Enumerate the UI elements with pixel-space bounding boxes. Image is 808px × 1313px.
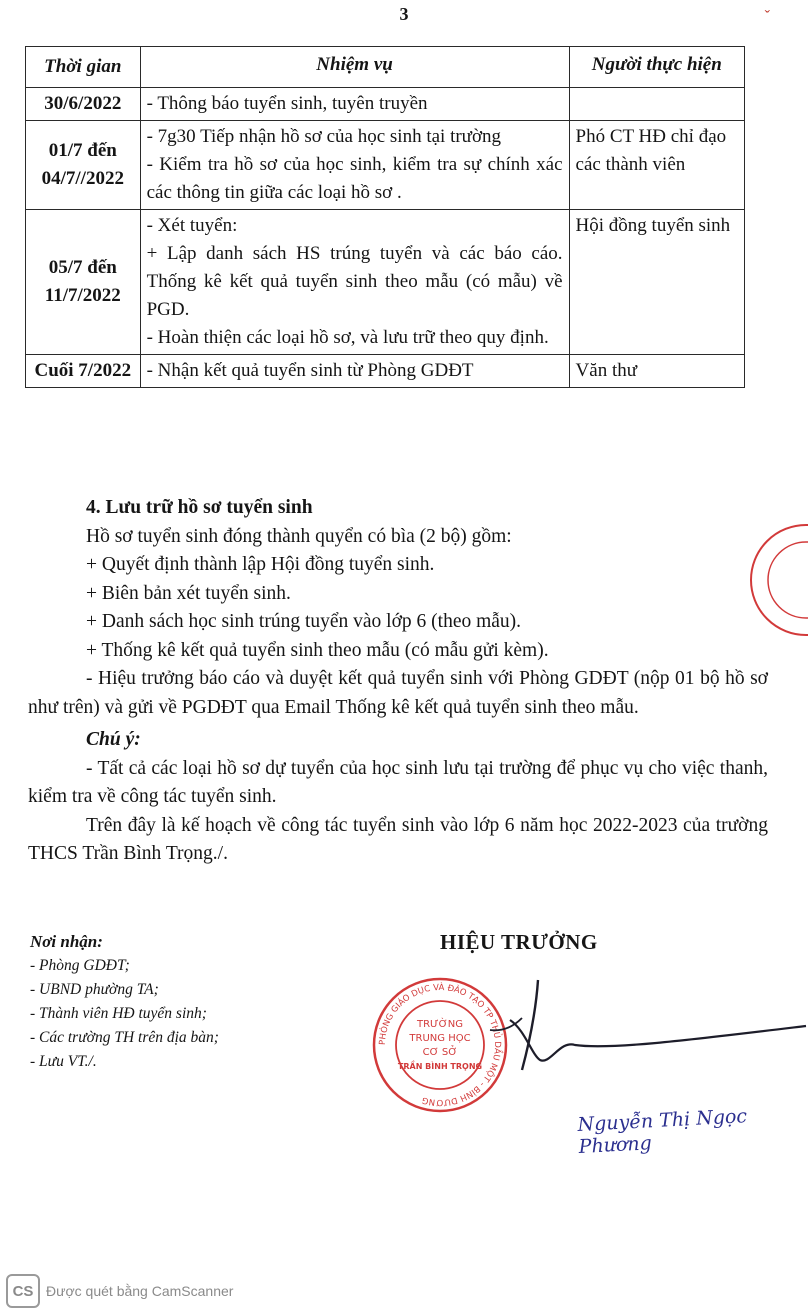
row-person: Phó CT HĐ chỉ đạo các thành viên bbox=[569, 121, 744, 210]
recipients-block bbox=[30, 930, 370, 1074]
signer-name: Nguyễn Thị Ngọc Phương bbox=[577, 1105, 748, 1158]
list-item: + Quyết định thành lập Hội đồng tuyển sinh. bbox=[86, 554, 435, 575]
task-line: - Nhận kết quả tuyển sinh từ Phòng GDĐT bbox=[146, 360, 474, 381]
row-person: Văn thư bbox=[569, 355, 744, 388]
header-time: Thời gian bbox=[26, 47, 141, 88]
row-tasks bbox=[140, 355, 569, 388]
page-number: 3 bbox=[399, 4, 409, 24]
camscanner-footer bbox=[6, 1274, 233, 1308]
plan-table bbox=[25, 46, 745, 388]
list-item: + Danh sách học sinh trúng tuyển vào lớp 6 (theo mẫu). bbox=[86, 611, 522, 632]
closing-paragraph: Trên đây là kế hoạch về công tác tuyển sinh vào lớp 6 năm học 2022-2023 của trường THCS Trần Bình Trọng./. bbox=[28, 814, 768, 864]
list-item: + Biên bản xét tuyển sinh. bbox=[86, 582, 291, 604]
recipient-item: - Thành viên HĐ tuyển sinh; bbox=[30, 1005, 207, 1022]
row-person: Hội đồng tuyển sinh bbox=[569, 210, 744, 355]
report-paragraph: - Hiệu trưởng báo cáo và duyệt kết quả tuyển sinh với Phòng GDĐT (nộp 01 bộ hồ sơ như trên) và gửi về PGDĐT qua Email Thống kê kết quả tuyển sinh theo mẫu. bbox=[28, 668, 768, 718]
camscanner-text: Được quét bằng CamScanner bbox=[46, 1283, 234, 1299]
edge-seal-fragment-icon bbox=[744, 520, 808, 640]
section-heading: 4. Lưu trữ hồ sơ tuyển sinh bbox=[86, 497, 313, 518]
list-item: + Thống kê kết quả tuyển sinh theo mẫu (có mẫu gửi kèm). bbox=[86, 639, 549, 661]
document-body bbox=[28, 494, 768, 869]
row-tasks bbox=[140, 121, 569, 210]
corner-mark-icon: ˇ bbox=[764, 8, 770, 25]
note-title: Chú ý: bbox=[86, 729, 141, 750]
row-time: 05/7 đến 11/7/2022 bbox=[26, 210, 141, 355]
seal-line: TRƯỜNG bbox=[417, 1019, 463, 1030]
table-header-row bbox=[26, 47, 745, 88]
signature-scribble-icon bbox=[470, 970, 808, 1080]
table-row bbox=[26, 210, 745, 355]
task-line: - Hoàn thiện các loại hồ sơ, và lưu trữ theo quy định. bbox=[146, 327, 549, 348]
task-line: - 7g30 Tiếp nhận hồ sơ của học sinh tại trường bbox=[146, 126, 502, 147]
header-task: Nhiệm vụ bbox=[140, 47, 569, 88]
row-tasks bbox=[140, 210, 569, 355]
row-time: 01/7 đến 04/7//2022 bbox=[26, 121, 141, 210]
task-line: - Kiểm tra hồ sơ của học sinh, kiểm tra sự chính xác các thông tin giữa các loại hồ sơ . bbox=[146, 154, 563, 203]
recipient-item: - Các trường TH trên địa bàn; bbox=[30, 1029, 219, 1046]
header-person: Người thực hiện bbox=[569, 47, 744, 88]
seal-ring-text: PHÒNG GIÁO DỤC VÀ ĐÀO TẠO TP THỦ DẦU MỘT - BÌNH DƯƠNG bbox=[377, 982, 503, 1108]
table-row bbox=[26, 121, 745, 210]
recipient-item: - Phòng GDĐT; bbox=[30, 957, 130, 974]
table-row bbox=[26, 355, 745, 388]
table-row bbox=[26, 88, 745, 121]
task-line: - Thông báo tuyển sinh, tuyên truyền bbox=[146, 93, 428, 114]
row-tasks bbox=[140, 88, 569, 121]
row-person bbox=[569, 88, 744, 121]
signer-title: HIỆU TRƯỞNG bbox=[440, 930, 598, 954]
camscanner-logo-icon: CS bbox=[6, 1274, 40, 1308]
recipient-item: - UBND phường TA; bbox=[30, 981, 159, 998]
recipients-title: Nơi nhận: bbox=[30, 932, 103, 951]
seal-line: TRUNG HỌC bbox=[409, 1033, 471, 1044]
row-time: 30/6/2022 bbox=[26, 88, 141, 121]
note-paragraph: - Tất cả các loại hồ sơ dự tuyển của học sinh lưu tại trường để phục vụ cho việc thanh, kiểm tra về công tác tuyển sinh. bbox=[28, 757, 768, 807]
task-line: - Xét tuyển: bbox=[146, 215, 238, 236]
recipient-item: - Lưu VT./. bbox=[30, 1053, 97, 1070]
row-time: Cuối 7/2022 bbox=[26, 355, 141, 388]
section-intro: Hồ sơ tuyển sinh đóng thành quyển có bìa (2 bộ) gồm: bbox=[86, 525, 512, 547]
task-line: + Lập danh sách HS trúng tuyển và các báo cáo. Thống kê kết quả tuyển sinh theo mẫu (có mẫu) về PGD. bbox=[146, 243, 563, 320]
seal-line: TRẦN BÌNH TRỌNG bbox=[397, 1062, 483, 1071]
seal-line: CƠ SỞ bbox=[422, 1047, 458, 1058]
